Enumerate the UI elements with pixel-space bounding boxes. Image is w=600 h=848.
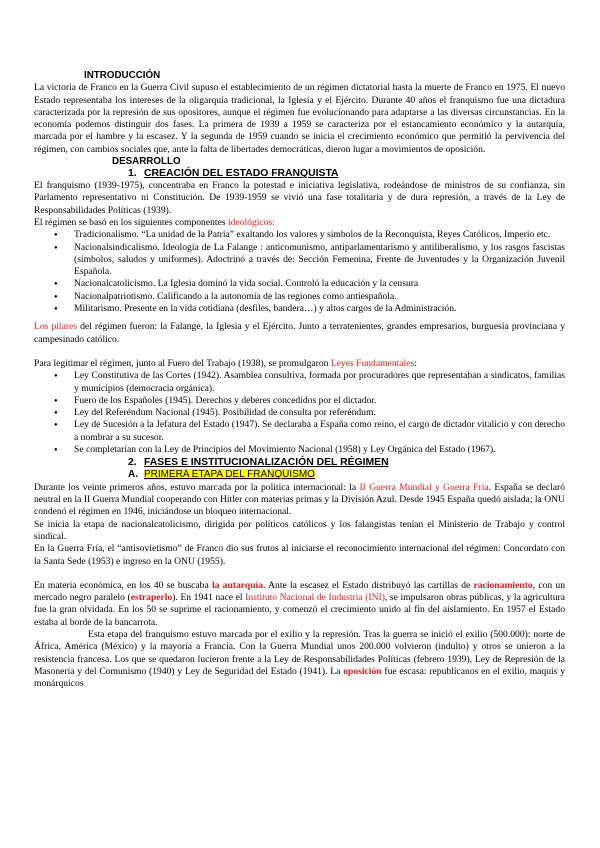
section2-heading <box>128 456 565 469</box>
list-item: ● Militarismo. Presente en la vida cotidiana (desfiles, bandera…) y altos cargos de la Administración. <box>34 303 565 315</box>
intro-paragraph: La victoria de Franco en la Guerra Civil supuso el establecimiento de un régimen dictatorial hasta la muerte de Franco en 1975. El nuevo Estado representaba los intereses de la oligarquía tradicional, la Iglesia y el Ejército. Durante 40 años el franquismo fue una dictadura caracterizada por la represión de sus opositores, aunque el régimen fue evolucionando para adaptarse a las diversas circunstancias. En la economía podemos distinguir dos fases. La primera de 1939 a 1959 se caracteriza por el estancamiento económico y la autarquía, marcada por el hambre y la escasez. Y la segunda de 1959 cuando se inicia el crecimiento económico que permitió la pervivencia del régimen, con cambios sociales que, ante la falta de libertades democráticas, dieron lugar a movimientos de oposición. <box>34 82 565 155</box>
list-item: ● Se completarían con la Ley de Principios del Movimiento Nacional (1958) y Ley Orgánica del Estado (1967). <box>34 444 565 456</box>
laws-colon: : <box>414 357 417 369</box>
text-run: Esta etapa del franquismo estuvo marcada por el exilio y la represión. Tras la guerra se inició el exilio (500.000): norte de África, América (México) y la mayoría a Francia. Con la Guerra Mundial unos 200.000 volvieron (indulto) y otros se unieron a la resistencia francesa. Los que se quedaron lucieron frente a la Ley de Responsabilidades Políticas (febrero 1939), Ley de Represión de la Masonería y del Comunismo (1940) y Ley de Seguridad del Estado (1941). La <box>34 629 565 677</box>
document-page <box>34 70 565 691</box>
section1-heading <box>128 167 565 180</box>
international-paragraph <box>34 482 565 519</box>
list-item: ● Nacionalsindicalismo. Ideología de La Falange : anticomunismo, antiparlamentarismo y antiliberalismo, y los rasgos fascistas (símbolos, saludos y uniformes). Adoctrinó a través de: Sección Femenina, Frente de Juventudes y la Organización Juvenil Española. <box>34 242 565 279</box>
text-run: . España se declaró neutral en la II Guerra Mundial cooperando con Hitler con materias primas y la División Azul. Desde 1945 España quedó aislada; la ONU condenó el régimen en 1946, iniciándose un bloqueo internacional. <box>34 481 565 518</box>
economy-paragraph <box>34 580 565 629</box>
intro-heading: INTRODUCCIÓN <box>84 70 161 81</box>
laws-keyword: Leyes Fundamentales <box>330 357 415 369</box>
list-item: ● Ley de Sucesión a la Jefatura del Estado (1947). Se declaraba a España como reino, el cargo de dictador vitalicio y con derecho a nombrar a su sucesor. <box>34 419 565 444</box>
highlight-run: Instituto Nacional de Industria (INI) <box>245 592 385 604</box>
list-item: ● Tradicionalismo. “La unidad de la Patria” exaltando los valores y símbolos de la Reconquista, Reyes Católicos, Imperio etc. <box>34 229 565 241</box>
components-list <box>34 229 565 315</box>
pillars-text: del régimen fueron: la Falange, la Iglesia y el Ejército. Junto a terratenientes, grandes empresarios, burguesía provinciana y campesinado católico. <box>34 321 565 345</box>
text-run: , se impulsaron obras públicas, y la agricultura fue la gran olvidada. En los 50 se suprime el racionamiento, y comenzó el crecimiento unido al fin del aislamiento. En 1957 el Estado estaba al borde de la bancarrota. <box>34 592 565 628</box>
laws-intro <box>34 358 565 370</box>
list-item: ● Ley del Referéndum Nacional (1945). Posibilidad de consulta por referéndum. <box>34 407 565 419</box>
highlight-run: la autarquía <box>211 579 263 591</box>
nacionalcatolicismo-paragraph: Se inicia la etapa de nacionalcatolicismo, dirigida por políticos católicos y los falangistas tenían el Ministerio de Trabajo y control sindical. <box>34 518 565 542</box>
highlight-run: racionamiento <box>473 579 533 591</box>
highlight-run: estraperlo <box>130 592 173 604</box>
text-run: Durante los veinte primeros años, estuvo marcada por la política internacional: la <box>34 481 360 493</box>
text-run: ). En 1941 nace el <box>172 592 246 604</box>
pillars-paragraph <box>34 321 565 346</box>
exile-paragraph <box>34 629 565 690</box>
subsection-a-number: A. <box>128 469 138 481</box>
section2-title: FASES E INSTITUCIONALIZACIÓN DEL RÉGIMEN <box>144 457 389 469</box>
ideology-keyword: ideológicos: <box>227 216 275 228</box>
ideology-intro-text: El régimen se basó en los siguientes componentes <box>34 216 228 228</box>
section1-title: CREACIÓN DEL ESTADO FRANQUISTA <box>144 168 339 180</box>
guerra-fria-paragraph: En la Guerra Fría, el “antisovietismo” de Franco dio sus frutos al iniciarse el reconocimiento internacional del régimen: Concordato con la Santa Sede (1953) e ingreso en la ONU (1955). <box>34 543 565 567</box>
pillars-keyword: Los pilares <box>34 321 78 333</box>
list-item: ● Ley Constitutiva de las Cortes (1942). Asamblea consultiva, formada por procuradores que representaban a sindicatos, familias y municipios (democracia orgánica). <box>34 370 565 395</box>
text-run: En materia económica, en los 40 se buscaba <box>34 579 212 591</box>
development-heading: DESARROLLO <box>112 156 181 168</box>
section2-number: 2. <box>128 457 137 469</box>
text-run: fue escasa: republicanos en el exilio, maquis y monárquicos <box>34 665 565 690</box>
list-item: ● Nacionalcatolicismo. La Iglesia dominó la vida social. Controló la educación y la censura <box>34 278 565 290</box>
section1-number: 1. <box>128 168 137 180</box>
text-run: . Ante la escasez el Estado distribuyó las cartillas de <box>263 579 474 591</box>
highlight-run: II Guerra Mundial y Guerra Fría <box>359 481 489 493</box>
list-item: ● Nacionalpatriotismo. Calificando a la autonomía de las regiones como antiespañola. <box>34 291 565 303</box>
ideology-intro <box>34 217 565 229</box>
section1-paragraph: El franquismo (1939-1975), concentraba en Franco la potestad e iniciativa legislativa, rodeándose de ministros de su confianza, sin Parlamento representativo ni Constitución. De 1939-1959 se vivió una fase totalitaria y de dura represión, a través de la Ley de Responsabilidades Políticas (1939). <box>34 180 565 216</box>
laws-intro-text: Para legitimar el régimen, junto al Fuero del Trabajo (1938), se promulgaron <box>34 357 331 369</box>
text-run: , con un mercado negro paralelo ( <box>34 579 565 604</box>
highlight-run: oposición <box>343 665 382 677</box>
laws-list <box>34 370 565 456</box>
list-item: ● Fuero de los Españoles (1945). Derechos y deberes concedidos por el dictador. <box>34 395 565 407</box>
subsection-a-heading <box>128 469 565 482</box>
subsection-a-title: PRIMERA ETAPA DEL FRANQUISMO <box>144 469 315 481</box>
